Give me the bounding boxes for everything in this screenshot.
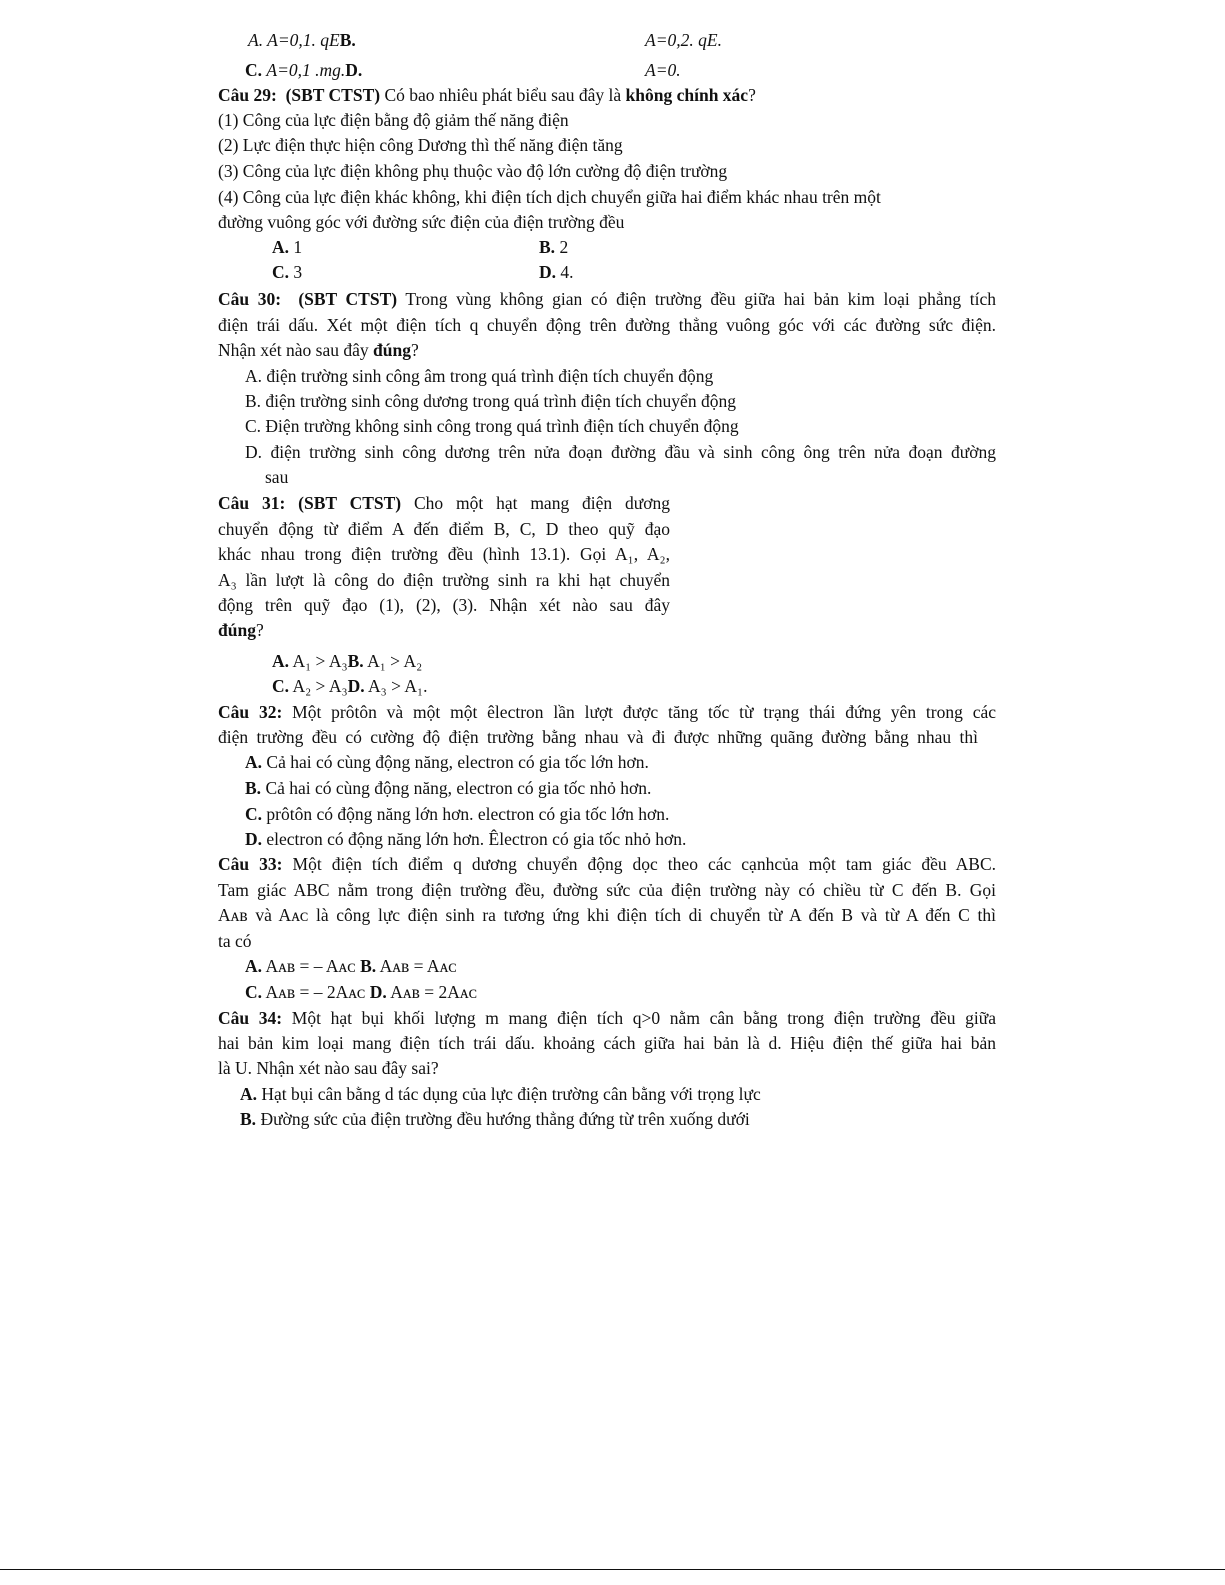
q34-stem-line3: là U. Nhận xét nào sau đây sai?	[218, 1058, 439, 1078]
q31-stem-line6: đúng?	[218, 620, 264, 640]
q31-stem-line1: Câu 31: (SBT CTST) Cho một hạt mang điện dương	[218, 493, 671, 513]
q29-statement-3: (3) Công của lực điện không phụ thuộc vào độ lớn cường độ điện trường	[218, 161, 728, 181]
q33-stem-line2: Tam giác ABC nằm trong điện trường đều, đường sức của điện trường này có chiều từ C đến B. Gọi	[218, 880, 996, 900]
q28-option-b: A=0,2. qE.	[645, 30, 722, 50]
q32-option-a: A. Cả hai có cùng động năng, electron có gia tốc lớn hơn.	[245, 752, 649, 772]
q34-stem-line1: Câu 34: Một hạt bụi khối lượng m mang điện tích q>0 nằm cân bằng trong điện trường đều giữa	[218, 1008, 997, 1028]
q30-stem-line1: Câu 30: (SBT CTST) Trong vùng không gian có điện trường đều giữa hai bản kim loại phẳng tích	[218, 289, 996, 309]
q29-option-b: B. 2	[539, 237, 569, 257]
q33-option-ab: A. Aᴀʙ = – Aᴀᴄ B. Aᴀʙ = Aᴀᴄ	[245, 956, 457, 976]
q32-option-d: D. electron có động năng lớn hơn. Êlectron có gia tốc nhỏ hơn.	[245, 829, 687, 849]
q30-option-c: C. Điện trường không sinh công trong quá trình điện tích chuyển động	[245, 416, 739, 436]
q32-option-c: C. prôtôn có động năng lớn hơn. electron có gia tốc lớn hơn.	[245, 804, 670, 824]
q31-option-cd: C. A₂ > A₃D. A₃ > A₁.	[272, 676, 428, 696]
q28-option-c: C. A=0,1 .mg.D.	[245, 60, 363, 80]
q34-option-a: A. Hạt bụi cân bằng d tác dụng của lực điện trường cân bằng với trọng lực	[240, 1084, 761, 1104]
q31-stem-line2: chuyển động từ điểm A đến điểm B, C, D theo quỹ đạo	[218, 519, 670, 539]
q31-stem-line4: A₃ lần lượt là công do điện trường sinh ra khi hạt chuyển	[218, 570, 670, 590]
q28-option-a: A. A=0,1. qEB.	[248, 30, 356, 50]
q29-option-a: A. 1	[272, 237, 303, 257]
q31-stem-line5: động trên quỹ đạo (1), (2), (3). Nhận xét nào sau đây	[218, 595, 670, 615]
q29-statement-4a: (4) Công của lực điện khác không, khi điện tích dịch chuyển giữa hai điểm khác nhau trên một	[218, 187, 881, 207]
page-bottom-rule	[0, 1569, 1225, 1570]
q30-option-d-line1: D. điện trường sinh công dương trên nửa đoạn đường đầu và sinh công ông trên nửa đoạn đường	[245, 442, 996, 462]
q33-option-cd: C. Aᴀʙ = – 2Aᴀᴄ D. Aᴀʙ = 2Aᴀᴄ	[245, 982, 478, 1002]
q28-option-d: A=0.	[645, 60, 681, 80]
q30-stem-line2: điện trái dấu. Xét một điện tích q chuyển động trên đường thẳng vuông góc với các đường sức điện.	[218, 315, 996, 335]
q31-option-ab: A. A₁ > A₃B. A₁ > A₂	[272, 651, 423, 671]
q33-stem-line3: Aᴀʙ và Aᴀᴄ là công lực điện sinh ra tương ứng khi điện tích di chuyển từ A đến B và từ A đến C thì	[218, 905, 996, 925]
q30-stem-line3: Nhận xét nào sau đây đúng?	[218, 340, 419, 360]
q34-stem-line2: hai bản kim loại mang điện tích trái dấu. khoảng cách giữa hai bản là d. Hiệu điện thế giữa hai bản	[218, 1033, 996, 1053]
q34-option-b: B. Đường sức của điện trường đều hướng thẳng đứng từ trên xuống dưới	[240, 1109, 750, 1129]
q29-statement-2: (2) Lực điện thực hiện công Dương thì thế năng điện tăng	[218, 135, 623, 155]
q29-stem: Câu 29: (SBT CTST) Có bao nhiêu phát biểu sau đây là không chính xác?	[218, 85, 756, 105]
q29-statement-4b: đường vuông góc với đường sức điện của điện trường đều	[218, 212, 625, 232]
q32-stem-line2: điện trường đều có cường độ điện trường bằng nhau và đi được những quãng đường bằng nhau thì	[218, 727, 978, 747]
q31-stem-line3: khác nhau trong điện trường đều (hình 13.1). Gọi A₁, A₂,	[218, 544, 670, 564]
q32-option-b: B. Cả hai có cùng động năng, electron có gia tốc nhỏ hơn.	[245, 778, 652, 798]
q29-option-c: C. 3	[272, 262, 303, 282]
q33-stem-line1: Câu 33: Một điện tích điểm q dương chuyển động dọc theo các cạnhcủa một tam giác đều ABC.	[218, 854, 997, 874]
q30-option-b: B. điện trường sinh công dương trong quá trình điện tích chuyển động	[245, 391, 736, 411]
q29-statement-1: (1) Công của lực điện bằng độ giảm thế năng điện	[218, 110, 569, 130]
q33-stem-line4: ta có	[218, 931, 252, 951]
q30-option-a: A. điện trường sinh công âm trong quá trình điện tích chuyển động	[245, 366, 714, 386]
q30-option-d-line2: sau	[265, 467, 289, 487]
q29-option-d: D. 4.	[539, 262, 574, 282]
q32-stem-line1: Câu 32: Một prôtôn và một một êlectron lần lượt được tăng tốc từ trạng thái đứng yên trong các	[218, 702, 996, 722]
